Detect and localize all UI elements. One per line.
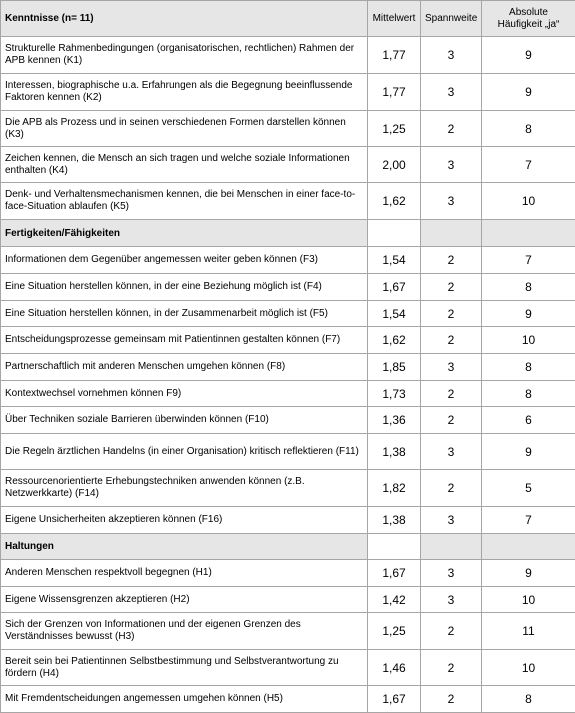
table-row — [1, 354, 575, 381]
section-title-fertigkeiten: Fertigkeiten/Fähigkeiten — [1, 220, 368, 247]
spannweite-cell: 3 — [421, 354, 482, 381]
table-row — [1, 507, 575, 534]
row-label: Eine Situation herstellen können, in der eine Beziehung möglich ist (F4) — [1, 274, 368, 301]
mittelwert-cell: 1,85 — [368, 354, 421, 381]
spannweite-cell: 3 — [421, 507, 482, 534]
table-row — [1, 587, 575, 613]
haeufigkeit-cell: 8 — [482, 381, 575, 407]
haeufigkeit-cell: 8 — [482, 686, 575, 713]
row-label: Anderen Menschen respektvoll begegnen (H1) — [1, 560, 368, 587]
column-header-mittelwert: Mittelwert — [368, 1, 421, 37]
spannweite-cell: 3 — [421, 434, 482, 470]
haeufigkeit-cell: 9 — [482, 560, 575, 587]
haeufigkeit-cell: 9 — [482, 74, 575, 111]
column-header-haeufigkeit: Absolute Häufigkeit „ja“ — [482, 1, 575, 37]
spannweite-cell: 2 — [421, 686, 482, 713]
column-header-spannweite: Spannweite — [421, 1, 482, 37]
haeufigkeit-cell: 7 — [482, 507, 575, 534]
mittelwert-cell: 2,00 — [368, 147, 421, 183]
mittelwert-cell: 1,77 — [368, 37, 421, 74]
row-label: Interessen, biographische u.a. Erfahrungen als die Begegnung beeinflussende Faktoren kennen (K2) — [1, 74, 368, 111]
table-row — [1, 686, 575, 713]
table-row — [1, 247, 575, 274]
mittelwert-cell: 1,38 — [368, 434, 421, 470]
spannweite-cell: 3 — [421, 587, 482, 613]
spannweite-cell: 3 — [421, 74, 482, 111]
haeufigkeit-cell: 10 — [482, 650, 575, 686]
spannweite-cell: 2 — [421, 247, 482, 274]
mittelwert-cell: 1,73 — [368, 381, 421, 407]
fertigkeiten-rows — [1, 247, 575, 534]
table-row — [1, 560, 575, 587]
table-row — [1, 381, 575, 407]
haeufigkeit-cell: 9 — [482, 301, 575, 327]
haeufigkeit-cell: 10 — [482, 587, 575, 613]
haltungen-rows — [1, 560, 575, 713]
header-row — [1, 1, 575, 37]
mittelwert-cell: 1,67 — [368, 686, 421, 713]
table-row — [1, 613, 575, 650]
spannweite-cell: 3 — [421, 37, 482, 74]
table-row — [1, 74, 575, 111]
row-label: Eine Situation herstellen können, in der Zusammenarbeit möglich ist (F5) — [1, 301, 368, 327]
row-label: Ressourcenorientierte Erhebungstechniken anwenden können (z.B. Netzwerkkarte) (F14) — [1, 470, 368, 507]
spannweite-cell: 2 — [421, 613, 482, 650]
spannweite-cell: 2 — [421, 274, 482, 301]
spannweite-cell: 3 — [421, 183, 482, 220]
row-label: Denk- und Verhaltensmechanismen kennen, die bei Menschen in einer face-to-face-Situation ablaufen (K5) — [1, 183, 368, 220]
mittelwert-cell: 1,38 — [368, 507, 421, 534]
mittelwert-cell: 1,67 — [368, 274, 421, 301]
spannweite-cell: 2 — [421, 470, 482, 507]
haeufigkeit-cell: 7 — [482, 247, 575, 274]
section-title-kenntnisse: Kenntnisse (n= 11) — [1, 1, 368, 37]
row-label: Kontextwechsel vornehmen können F9) — [1, 381, 368, 407]
row-label: Mit Fremdentscheidungen angemessen umgehen können (H5) — [1, 686, 368, 713]
section-title-haltungen: Haltungen — [1, 534, 368, 560]
mittelwert-cell: 1,62 — [368, 183, 421, 220]
mittelwert-cell: 1,25 — [368, 613, 421, 650]
row-label: Eigene Unsicherheiten akzeptieren können (F16) — [1, 507, 368, 534]
row-label: Informationen dem Gegenüber angemessen weiter geben können (F3) — [1, 247, 368, 274]
mittelwert-cell: 1,54 — [368, 247, 421, 274]
row-label: Eigene Wissensgrenzen akzeptieren (H2) — [1, 587, 368, 613]
table-row — [1, 37, 575, 74]
mittelwert-cell: 1,54 — [368, 301, 421, 327]
table-row — [1, 274, 575, 301]
spannweite-cell: 2 — [421, 381, 482, 407]
spannweite-cell: 2 — [421, 650, 482, 686]
kenntnisse-rows — [1, 37, 575, 220]
haeufigkeit-cell: 6 — [482, 407, 575, 434]
haeufigkeit-cell: 10 — [482, 183, 575, 220]
table-row — [1, 147, 575, 183]
haeufigkeit-cell: 8 — [482, 274, 575, 301]
table-row — [1, 434, 575, 470]
section-row-haltungen — [1, 534, 575, 560]
haeufigkeit-cell: 11 — [482, 613, 575, 650]
row-label: Bereit sein bei Patientinnen Selbstbestimmung und Selbstverantwortung zu fördern (H4) — [1, 650, 368, 686]
mittelwert-cell: 1,42 — [368, 587, 421, 613]
row-label: Partnerschaftlich mit anderen Menschen umgehen können (F8) — [1, 354, 368, 381]
spannweite-cell: 3 — [421, 147, 482, 183]
haeufigkeit-cell: 9 — [482, 434, 575, 470]
table-row — [1, 327, 575, 354]
table-row — [1, 650, 575, 686]
mittelwert-cell: 1,62 — [368, 327, 421, 354]
table-row — [1, 407, 575, 434]
spannweite-cell: 3 — [421, 560, 482, 587]
spannweite-cell: 2 — [421, 327, 482, 354]
spannweite-cell: 2 — [421, 407, 482, 434]
mittelwert-cell: 1,25 — [368, 111, 421, 147]
mittelwert-cell: 1,82 — [368, 470, 421, 507]
mittelwert-cell: 1,77 — [368, 74, 421, 111]
row-label: Zeichen kennen, die Mensch an sich tragen und welche soziale Informationen enthalten (K4) — [1, 147, 368, 183]
haeufigkeit-cell: 8 — [482, 111, 575, 147]
mittelwert-cell: 1,46 — [368, 650, 421, 686]
mittelwert-cell: 1,36 — [368, 407, 421, 434]
haeufigkeit-cell: 9 — [482, 37, 575, 74]
table-row — [1, 183, 575, 220]
table-row — [1, 301, 575, 327]
table-row — [1, 111, 575, 147]
row-label: Sich der Grenzen von Informationen und der eigenen Grenzen des Verständnisses bewusst (H3) — [1, 613, 368, 650]
spannweite-cell: 2 — [421, 301, 482, 327]
spannweite-cell: 2 — [421, 111, 482, 147]
row-label: Die Regeln ärztlichen Handelns (in einer Organisation) kritisch reflektieren (F11) — [1, 434, 368, 470]
row-label: Strukturelle Rahmenbedingungen (organisatorischen, rechtlichen) Rahmen der APB kennen (K1) — [1, 37, 368, 74]
row-label: Die APB als Prozess und in seinen verschiedenen Formen darstellen können (K3) — [1, 111, 368, 147]
haeufigkeit-cell: 8 — [482, 354, 575, 381]
mittelwert-cell: 1,67 — [368, 560, 421, 587]
haeufigkeit-cell: 7 — [482, 147, 575, 183]
table-row — [1, 470, 575, 507]
haeufigkeit-cell: 5 — [482, 470, 575, 507]
section-row-fertigkeiten — [1, 220, 575, 247]
row-label: Über Techniken soziale Barrieren überwinden können (F10) — [1, 407, 368, 434]
row-label: Entscheidungsprozesse gemeinsam mit Patientinnen gestalten können (F7) — [1, 327, 368, 354]
haeufigkeit-cell: 10 — [482, 327, 575, 354]
